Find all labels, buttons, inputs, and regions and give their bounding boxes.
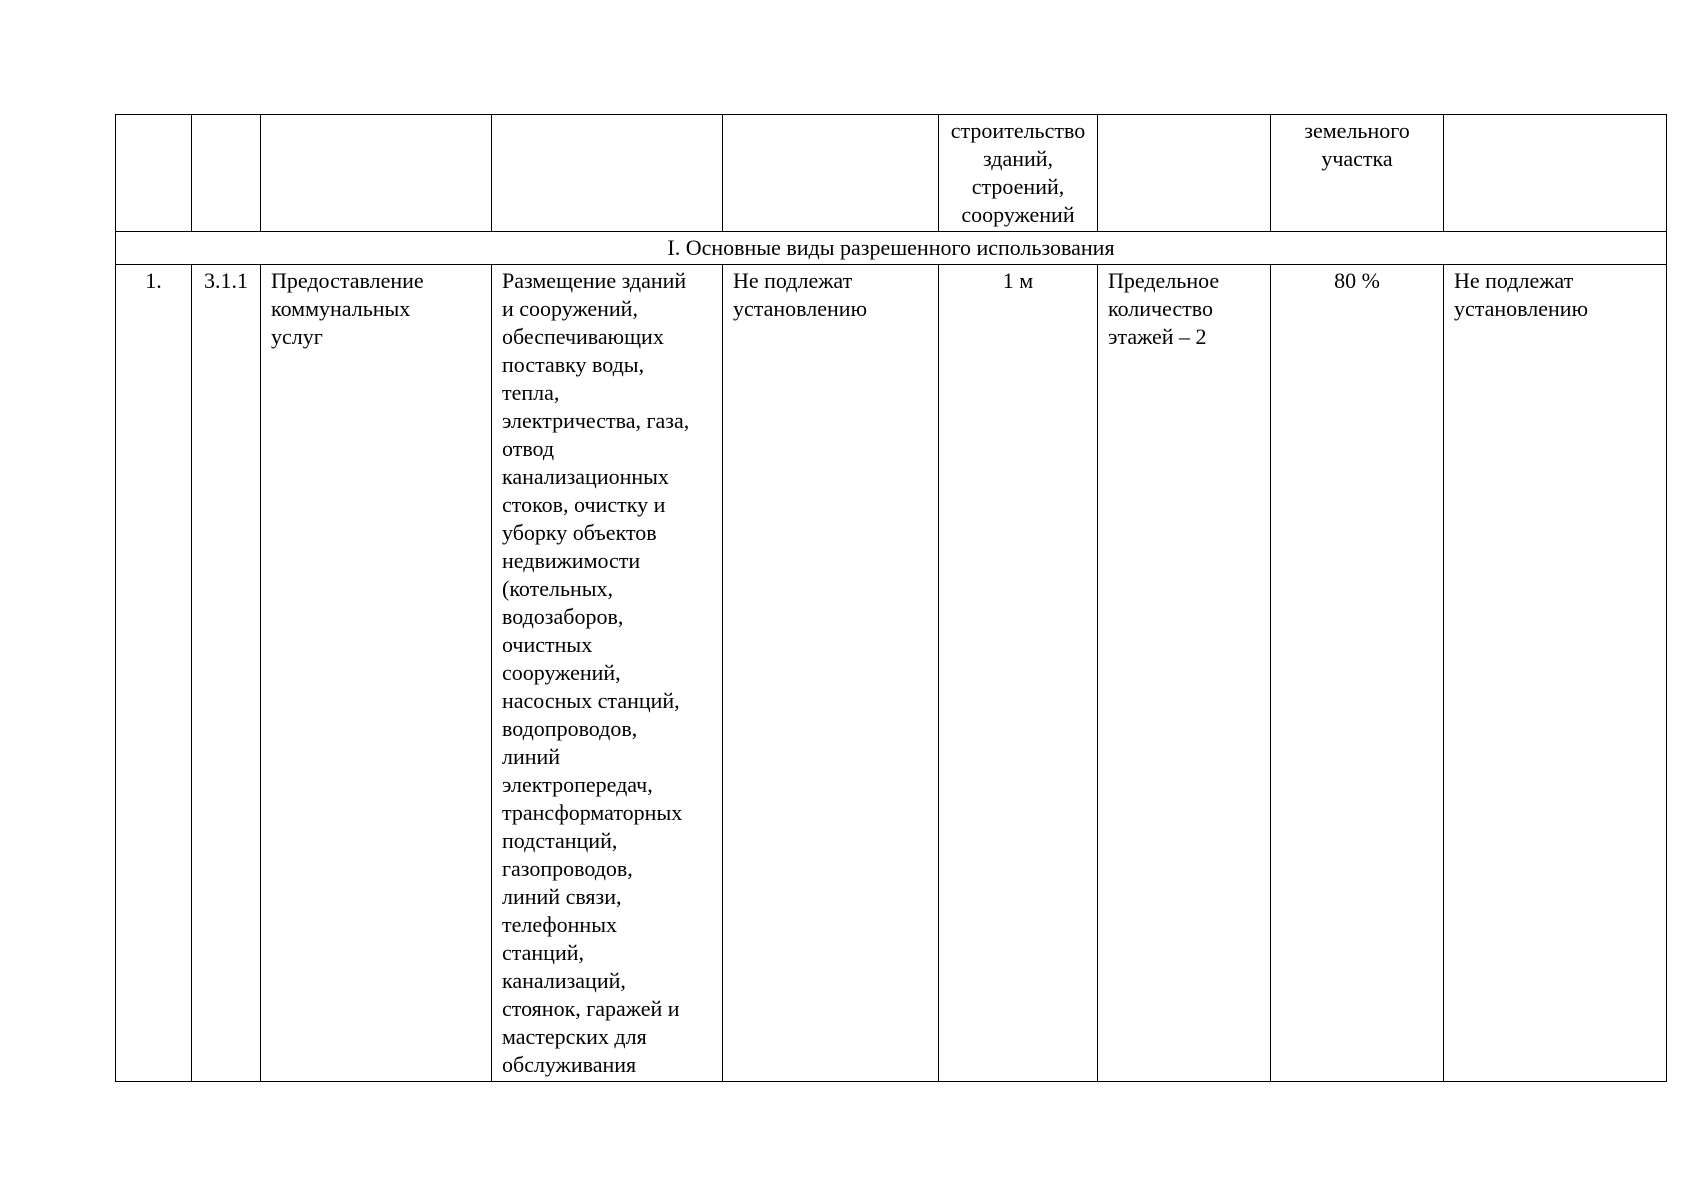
col5-line: установлению [733, 296, 868, 321]
row-col9 [1444, 265, 1667, 1082]
row-name-line: Предоставление [271, 268, 424, 293]
description-line: водозаборов, [502, 604, 624, 629]
row-coverage: 80 % [1271, 265, 1444, 1082]
floors-line: количество [1108, 296, 1214, 321]
description-line: водопроводов, [502, 716, 638, 741]
header-col8-line: земельного [1304, 118, 1410, 143]
description-line: отвод [502, 436, 555, 461]
header-cell-col8 [1271, 115, 1444, 232]
floors-line: Предельное [1108, 268, 1220, 293]
header-cell-col6 [939, 115, 1098, 232]
row-number: 1. [116, 265, 192, 1082]
description-line: телефонных [502, 912, 617, 937]
description-line: подстанций, [502, 828, 618, 853]
description-line: электропередач, [502, 772, 653, 797]
description-line: мастерских для [502, 1024, 647, 1049]
row-setback: 1 м [939, 265, 1098, 1082]
description-line: линий [502, 744, 561, 769]
description-line: обеспечивающих [502, 324, 664, 349]
section-title-row [116, 232, 1667, 265]
header-continuation-row [116, 115, 1667, 232]
description-line: стоянок, гаражей и [502, 996, 680, 1021]
header-col6-line: зданий, [982, 146, 1054, 171]
header-cell-col7 [1098, 115, 1271, 232]
description-line: насосных станций, [502, 688, 680, 713]
header-col8-line: участка [1321, 146, 1393, 171]
header-cell-description [492, 115, 723, 232]
row-floors [1098, 265, 1271, 1082]
header-cell-col5 [723, 115, 939, 232]
floors-line: этажей – 2 [1108, 324, 1207, 349]
col5-line: Не подлежат [733, 268, 853, 293]
description-line: сооружений, [502, 660, 621, 685]
description-line: уборку объектов [502, 520, 657, 545]
description-line: тепла, [502, 380, 560, 405]
header-col6-line: строительство [950, 118, 1086, 143]
description-line: линий связи, [502, 884, 622, 909]
header-col6-line: строений, [971, 174, 1065, 199]
description-line: и сооружений, [502, 296, 638, 321]
col9-line: Не подлежат [1454, 268, 1574, 293]
description-line: трансформаторных [502, 800, 683, 825]
description-line: станций, [502, 940, 585, 965]
description-line: канализаций, [502, 968, 626, 993]
description-line: канализационных [502, 464, 669, 489]
description-line: недвижимости [502, 548, 641, 573]
section-title: I. Основные виды разрешенного использования [116, 232, 1667, 265]
header-col6-line: сооружений [961, 202, 1075, 227]
description-line: газопроводов, [502, 856, 633, 881]
row-name-line: услуг [271, 324, 323, 349]
description-line: обслуживания [502, 1052, 637, 1077]
header-cell-code [192, 115, 261, 232]
row-description [492, 265, 723, 1082]
description-line: поставку воды, [502, 352, 645, 377]
zoning-regulations-table [115, 114, 1667, 1082]
table-row [116, 265, 1667, 1082]
description-line: (котельных, [502, 576, 614, 601]
header-cell-num [116, 115, 192, 232]
description-line: электричества, газа, [502, 408, 690, 433]
col9-line: установлению [1454, 296, 1589, 321]
description-line: очистных [502, 632, 593, 657]
header-cell-col9 [1444, 115, 1667, 232]
row-name [261, 265, 492, 1082]
row-code: 3.1.1 [192, 265, 261, 1082]
description-line: Размещение зданий [502, 268, 687, 293]
row-name-line: коммунальных [271, 296, 411, 321]
row-col5 [723, 265, 939, 1082]
header-cell-name [261, 115, 492, 232]
description-line: стоков, очистку и [502, 492, 666, 517]
